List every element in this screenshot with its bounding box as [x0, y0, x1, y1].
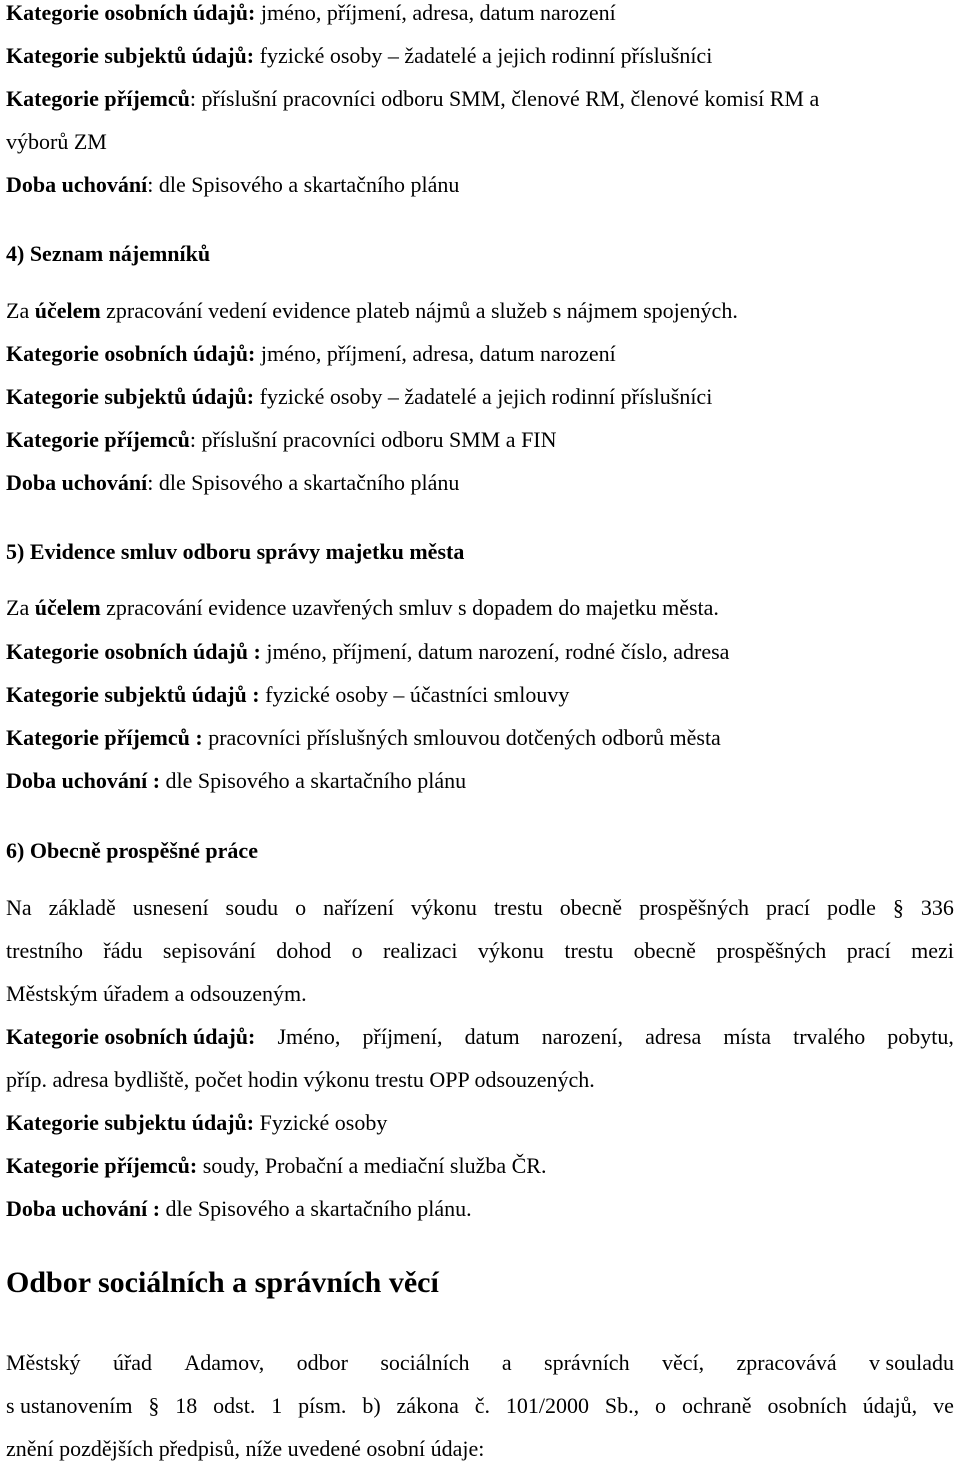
category-subjects-line	[6, 43, 712, 69]
word: trestu	[564, 938, 614, 963]
field-label: Doba uchování :	[6, 768, 161, 793]
word: základě	[48, 895, 116, 920]
section-4-heading: 4) Seznam nájemníků	[6, 241, 211, 266]
word: 1	[271, 1393, 283, 1418]
word: s ustanovením	[6, 1393, 133, 1418]
word: věcí,	[661, 1350, 705, 1375]
word: odbor	[296, 1350, 348, 1375]
field-value: dle Spisového a skartačního plánu	[160, 768, 467, 793]
word: odst.	[213, 1393, 256, 1418]
field-label: Kategorie subjektů údajů:	[6, 384, 255, 409]
category-recipients-continuation: výborů ZM	[6, 129, 107, 154]
word: výkonu	[410, 895, 477, 920]
word: zákona	[396, 1393, 459, 1418]
category-recipients-line	[6, 1153, 547, 1179]
word: soudu	[225, 895, 279, 920]
word: sociálních	[380, 1350, 470, 1375]
word: ochraně	[681, 1393, 752, 1418]
section-title: Odbor sociálních a správních věcí	[6, 1266, 439, 1299]
word: Adamov,	[184, 1350, 265, 1375]
field-label: Kategorie osobních údajů :	[6, 639, 261, 664]
word: b)	[362, 1393, 381, 1418]
word: o	[655, 1393, 667, 1418]
paragraph-line	[6, 895, 954, 921]
category-personal-data-line	[6, 341, 616, 367]
field-value: fyzické osoby – účastníci smlouvy	[259, 682, 570, 707]
field-label: Kategorie osobních údajů:	[6, 1024, 256, 1049]
paragraph-line	[6, 1393, 954, 1419]
field-label: Doba uchování :	[6, 1196, 161, 1221]
word: usnesení	[132, 895, 209, 920]
word: místa	[723, 1024, 772, 1049]
purpose-prefix: Za	[6, 298, 35, 323]
word: ve	[933, 1393, 954, 1418]
word: obecně	[559, 895, 623, 920]
word: písm.	[298, 1393, 347, 1418]
field-value: jméno, příjmení, datum narození, rodné číslo, adresa	[260, 639, 730, 664]
word: správních	[544, 1350, 630, 1375]
section-sign: §	[148, 1393, 160, 1418]
purpose-text: zpracování evidence uzavřených smluv s dopadem do majetku města.	[100, 595, 719, 620]
word: nařízení	[323, 895, 394, 920]
word: úřad	[112, 1350, 153, 1375]
purpose-label: účelem	[34, 595, 101, 620]
field-label: Kategorie příjemců	[6, 427, 190, 452]
field-value: : dle Spisového a skartačního plánu	[147, 172, 460, 197]
word: 18	[175, 1393, 198, 1418]
word: trestního	[6, 938, 83, 963]
field-value: Fyzické osoby	[254, 1110, 388, 1135]
field-value: jméno, příjmení, adresa, datum narození	[255, 0, 616, 25]
word: narození,	[541, 1024, 623, 1049]
section-5-heading: 5) Evidence smluv odboru správy majetku města	[6, 539, 465, 564]
word: podle	[826, 895, 876, 920]
paragraph-line: Městským úřadem a odsouzeným.	[6, 981, 307, 1006]
section-sign: §	[892, 895, 904, 920]
word: adresa	[645, 1024, 702, 1049]
category-personal-data-continuation: příp. adresa bydliště, počet hodin výkonu trestu OPP odsouzených.	[6, 1067, 595, 1092]
purpose-line	[6, 595, 719, 621]
category-recipients-line	[6, 427, 557, 453]
word: Městský	[6, 1350, 81, 1375]
word: trestu	[493, 895, 543, 920]
field-value: : příslušní pracovníci odboru SMM a FIN	[189, 427, 557, 452]
purpose-label: účelem	[34, 298, 101, 323]
word: Jméno,	[277, 1024, 341, 1049]
retention-line	[6, 172, 459, 198]
retention-line	[6, 1196, 472, 1222]
field-label: Kategorie příjemců :	[6, 725, 203, 750]
word: údajů,	[862, 1393, 918, 1418]
word: 101/2000	[505, 1393, 590, 1418]
word: prospěšných	[639, 895, 750, 920]
field-value: : příslušní pracovníci odboru SMM, členové RM, členové komisí RM a	[189, 86, 820, 111]
paragraph-line	[6, 1350, 954, 1376]
word: a	[501, 1350, 512, 1375]
word: 336	[920, 895, 954, 920]
field-value: : dle Spisového a skartačního plánu	[147, 470, 460, 495]
field-value: soudy, Probační a mediační služba ČR.	[197, 1153, 547, 1178]
retention-line	[6, 470, 459, 496]
purpose-prefix: Za	[6, 595, 35, 620]
category-recipients-line	[6, 725, 721, 751]
field-value: pracovníci příslušných smlouvou dotčených odborů města	[202, 725, 721, 750]
field-label: Kategorie osobních údajů:	[6, 341, 256, 366]
field-label: Doba uchování	[6, 172, 148, 197]
word: výkonu	[477, 938, 544, 963]
category-subjects-line	[6, 384, 712, 410]
retention-line	[6, 768, 466, 794]
field-label: Kategorie subjektů údajů:	[6, 43, 255, 68]
word: osobních	[767, 1393, 847, 1418]
field-label: Kategorie osobních údajů:	[6, 0, 256, 25]
word: č.	[474, 1393, 490, 1418]
word: prací	[846, 938, 891, 963]
word: Na	[6, 895, 32, 920]
word: dohod	[276, 938, 332, 963]
word: sepisování	[162, 938, 256, 963]
word: v souladu	[869, 1350, 954, 1375]
category-recipients-line	[6, 86, 819, 112]
word: o	[295, 895, 307, 920]
word: o	[351, 938, 363, 963]
word: obecně	[633, 938, 696, 963]
word: datum	[464, 1024, 520, 1049]
field-value: fyzické osoby – žadatelé a jejich rodinní příslušníci	[254, 43, 713, 68]
field-label: Doba uchování	[6, 470, 148, 495]
category-subjects-line	[6, 1110, 387, 1136]
category-personal-data-line	[6, 1024, 954, 1050]
category-personal-data-line	[6, 0, 616, 26]
word: zpracovává	[736, 1350, 837, 1375]
word: prací	[766, 895, 810, 920]
field-label: Kategorie subjektu údajů:	[6, 1110, 255, 1135]
word: mezi	[911, 938, 954, 963]
field-label: Kategorie subjektů údajů :	[6, 682, 260, 707]
field-value: jméno, příjmení, adresa, datum narození	[255, 341, 616, 366]
word: Sb.,	[604, 1393, 640, 1418]
paragraph-line: znění pozdějších předpisů, níže uvedené osobní údaje:	[6, 1436, 485, 1461]
word: řádu	[103, 938, 143, 963]
word: pobytu,	[887, 1024, 954, 1049]
word: příjmení,	[362, 1024, 443, 1049]
field-label: Kategorie příjemců:	[6, 1153, 198, 1178]
section-6-heading: 6) Obecně prospěšné práce	[6, 838, 258, 863]
purpose-line	[6, 298, 738, 324]
paragraph-line	[6, 938, 954, 964]
field-value: fyzické osoby – žadatelé a jejich rodinní příslušníci	[254, 384, 713, 409]
field-value: dle Spisového a skartačního plánu.	[160, 1196, 472, 1221]
field-label: Kategorie příjemců	[6, 86, 190, 111]
word: trvalého	[793, 1024, 866, 1049]
category-subjects-line	[6, 682, 569, 708]
word: realizaci	[383, 938, 458, 963]
word: prospěšných	[716, 938, 827, 963]
purpose-text: zpracování vedení evidence plateb nájmů a služeb s nájmem spojených.	[100, 298, 738, 323]
category-personal-data-line	[6, 639, 729, 665]
